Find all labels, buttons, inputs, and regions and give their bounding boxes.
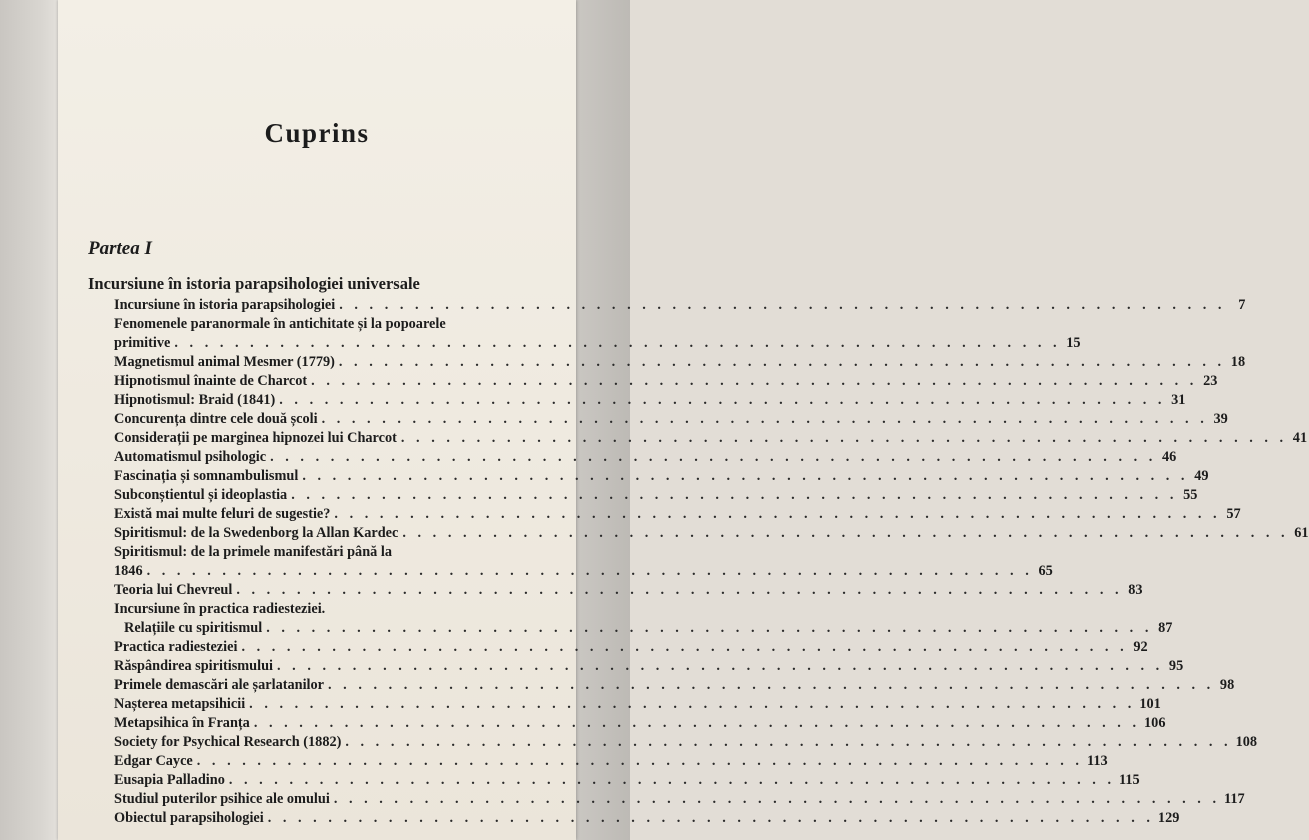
toc-entry-page: 95 (1168, 658, 1184, 674)
toc-entry-title: Obiectul parapsihologiei (114, 810, 264, 826)
toc-entry-line (114, 562, 1053, 581)
leader-dots: . . . . . . . . . . . . . . . . . . . . . . . . . . . . . . . . . . . . . . . . . . . . . . . . . . . . . . . . . . . (228, 772, 1116, 788)
toc-entry-page: 55 (1183, 487, 1198, 503)
toc-entry-title: Hipnotismul: Braid (1841) (114, 392, 276, 408)
toc-entry-page: 23 (1203, 373, 1218, 389)
toc-entry (114, 372, 1218, 391)
toc-entry-title: Primele demascări ale șarlatanilor (114, 677, 325, 693)
toc-entry (114, 733, 1258, 752)
toc-entry-title: Spiritismul: de la primele manifestări până la (114, 544, 392, 560)
leader-dots: . . . . . . . . . . . . . . . . . . . . . . . . . . . . . . . . . . . . . . . . . . . . . . . . . . . . . . . . . . . (196, 753, 1083, 769)
toc-entry-line (114, 676, 1235, 695)
toc-entry-page: 106 (1144, 715, 1166, 731)
toc-entry-title: Subconștientul și ideoplastia (114, 487, 288, 503)
toc-entry-page: 49 (1194, 468, 1209, 484)
leader-dots: . . . . . . . . . . . . . . . . . . . . . . . . . . . . . . . . . . . . . . . . . . . . . . . . . . . . . . . . . . . (338, 354, 1226, 370)
toc-entry-page: 31 (1171, 392, 1186, 408)
toc-entry-line (114, 619, 1173, 638)
toc-entry-line (114, 771, 1140, 790)
toc-entry (114, 809, 1180, 828)
toc-entry (114, 543, 1053, 581)
toc-entry-line (114, 733, 1258, 752)
toc-entry-title: Edgar Cayce (114, 753, 193, 769)
toc-entry-page: 101 (1139, 696, 1161, 712)
toc-entry (114, 353, 1246, 372)
toc-entry (114, 600, 1173, 638)
toc-entry-page: 98 (1219, 677, 1235, 693)
page-title: Cuprins (264, 118, 370, 148)
toc-entry (114, 391, 1186, 410)
toc-entry (114, 524, 1309, 543)
toc-entry-line (114, 296, 1246, 315)
toc-entry-page: 113 (1086, 753, 1108, 769)
toc-entry-page: 65 (1038, 563, 1053, 579)
leader-dots: . . . . . . . . . . . . . . . . . . . . . . . . . . . . . . . . . . . . . . . . . . . . . . . . . . . . . . . . . . . (302, 468, 1189, 484)
toc-entry-title: Society for Psychical Research (1882) (114, 734, 342, 750)
toc-entry-title: Hipnotismul înainte de Charcot (114, 373, 308, 389)
leader-dots: . . . . . . . . . . . . . . . . . . . . . . . . . . . . . . . . . . . . . . . . . . . . . . . . . . . . . . . . . . . (249, 696, 1136, 712)
toc-entry-page: 115 (1119, 772, 1140, 788)
toc-entry-title: Există mai multe feluri de sugestie? (114, 506, 331, 522)
leader-dots: . . . . . . . . . . . . . . . . . . . . . . . . . . . . . . . . . . . . . . . . . . . . . . . . . . . . . . . . . . . (174, 335, 1061, 351)
toc-entry-line (114, 334, 1081, 353)
leader-dots: . . . . . . . . . . . . . . . . . . . . . . . . . . . . . . . . . . . . . . . . . . . . . . . . . . . . . . . . . . . (277, 658, 1164, 674)
toc-entry-line (114, 752, 1108, 771)
toc-entry-line (114, 600, 563, 619)
toc-entry (114, 752, 1108, 771)
toc-entry (114, 315, 1081, 353)
toc-entry-line (114, 391, 1186, 410)
toc-entry-line (114, 524, 1309, 543)
leader-dots: . . . . . . . . . . . . . . . . . . . . . . . . . . . . . . . . . . . . . . . . . . . . . . . . . . . . . . . . . . . (402, 525, 1289, 541)
toc-entry (114, 676, 1235, 695)
toc-entry-title: Relațiile cu spiritismul (124, 620, 263, 636)
toc-entry (114, 448, 1177, 467)
toc-entry-line (114, 581, 1143, 600)
toc-entry-page: 108 (1235, 734, 1258, 750)
leader-dots: . . . . . . . . . . . . . . . . . . . . . . . . . . . . . . . . . . . . . . . . . . . . . . . . . . . . . . . . . . . (339, 297, 1226, 313)
toc-entry-title: Practica radiesteziei (114, 639, 238, 655)
leader-dots: . . . . . . . . . . . . . . . . . . . . . . . . . . . . . . . . . . . . . . . . . . . . . . . . . . . . . . . . . . . (333, 791, 1221, 807)
leader-dots: . . . . . . . . . . . . . . . . . . . . . . . . . . . . . . . . . . . . . . . . . . . . . . . . . . . . . . . . . . . (311, 373, 1198, 389)
toc-entry-title: Spiritismul: de la Swedenborg la Allan Kardec (114, 525, 399, 541)
toc-entry-page: 117 (1224, 791, 1245, 807)
toc-entry-title: Metapsihica în Franța (114, 715, 250, 731)
toc-entry (114, 695, 1161, 714)
part-heading: Partea I (88, 238, 152, 259)
leader-dots: . . . . . . . . . . . . . . . . . . . . . . . . . . . . . . . . . . . . . . . . . . . . . . . . . . . . . . . . . . . (291, 487, 1178, 503)
toc-entry-title: Eusapia Palladino (114, 772, 225, 788)
toc-entry-line (114, 315, 563, 334)
toc-entry (114, 410, 1228, 429)
toc-entry-page: 83 (1128, 582, 1143, 598)
toc-entry-page: 18 (1230, 354, 1246, 370)
toc-entry-line (114, 714, 1166, 733)
toc-entry (114, 505, 1241, 524)
leader-dots: . . . . . . . . . . . . . . . . . . . . . . . . . . . . . . . . . . . . . . . . . . . . . . . . . . . . . . . . . . . (334, 506, 1221, 522)
leader-dots: . . . . . . . . . . . . . . . . . . . . . . . . . . . . . . . . . . . . . . . . . . . . . . . . . . . . . . . . . . . (266, 620, 1153, 636)
toc-entry (114, 429, 1308, 448)
toc-entry-title: Automatismul psihologic (114, 449, 267, 465)
toc-entry-line (114, 467, 1209, 486)
toc-entry-title: Magnetismul animal Mesmer (1779) (114, 354, 335, 370)
leader-dots: . . . . . . . . . . . . . . . . . . . . . . . . . . . . . . . . . . . . . . . . . . . . . . . . . . . . . . . . . . . (321, 411, 1208, 427)
toc-entry (114, 714, 1166, 733)
toc-entry-line (114, 372, 1218, 391)
toc-entry-page: 87 (1158, 620, 1173, 636)
toc-entry-title: Incursiune în istoria parapsihologiei (114, 297, 336, 313)
toc-entry-line (114, 809, 1180, 828)
leader-dots: . . . . . . . . . . . . . . . . . . . . . . . . . . . . . . . . . . . . . . . . . . . . . . . . . . . . . . . . . . . (400, 430, 1288, 446)
toc-entry-page: 39 (1213, 411, 1228, 427)
book-page (58, 0, 1309, 840)
toc-entry-line (114, 638, 1148, 657)
toc-entry-title: Răspândirea spiritismului (114, 658, 274, 674)
toc-entry (114, 581, 1143, 600)
toc-entry-title: primitive (114, 335, 171, 351)
leader-dots: . . . . . . . . . . . . . . . . . . . . . . . . . . . . . . . . . . . . . . . . . . . . . . . . . . . . . . . . . . . (241, 639, 1128, 655)
toc-entry (114, 486, 1198, 505)
toc-entry-line (114, 429, 1308, 448)
toc-entry-line (114, 448, 1177, 467)
table-of-contents (114, 296, 1309, 828)
leader-dots: . . . . . . . . . . . . . . . . . . . . . . . . . . . . . . . . . . . . . . . . . . . . . . . . . . . . . . . . . . . (253, 715, 1141, 731)
toc-entry-title: Nașterea metapsihicii (114, 696, 246, 712)
toc-entry (114, 467, 1209, 486)
toc-entry-line (114, 486, 1198, 505)
toc-entry-line (114, 505, 1241, 524)
toc-entry-title: Considerații pe marginea hipnozei lui Charcot (114, 430, 397, 446)
toc-entry-page: 92 (1133, 639, 1148, 655)
toc-entry (114, 790, 1245, 809)
toc-entry (114, 296, 1246, 315)
toc-entry-title: Incursiune în practica radiesteziei. (114, 601, 326, 617)
toc-entry-page: 61 (1294, 525, 1309, 541)
toc-entry-line (114, 657, 1184, 676)
toc-entry-title: 1846 (114, 563, 143, 579)
leader-dots: . . . . . . . . . . . . . . . . . . . . . . . . . . . . . . . . . . . . . . . . . . . . . . . . . . . . . . . . . . . (328, 677, 1215, 693)
leader-dots: . . . . . . . . . . . . . . . . . . . . . . . . . . . . . . . . . . . . . . . . . . . . . . . . . . . . . . . . . . . (279, 392, 1166, 408)
leader-dots: . . . . . . . . . . . . . . . . . . . . . . . . . . . . . . . . . . . . . . . . . . . . . . . . . . . . . . . . . . . (267, 810, 1154, 826)
toc-entry-title: Studiul puterilor psihice ale omului (114, 791, 330, 807)
toc-entry-page: 46 (1162, 449, 1177, 465)
toc-entry-page: 129 (1157, 810, 1180, 826)
leader-dots: . . . . . . . . . . . . . . . . . . . . . . . . . . . . . . . . . . . . . . . . . . . . . . . . . . . . . . . . . . . (236, 582, 1123, 598)
toc-entry-page: 41 (1292, 430, 1308, 446)
leader-dots: . . . . . . . . . . . . . . . . . . . . . . . . . . . . . . . . . . . . . . . . . . . . . . . . . . . . . . . . . . . (345, 734, 1232, 750)
toc-entry-title: Teoria lui Chevreul (114, 582, 233, 598)
toc-entry-page: 15 (1066, 335, 1081, 351)
section-heading: Incursiune în istoria parapsihologiei universale (88, 274, 420, 293)
toc-entry (114, 657, 1184, 676)
toc-entry-line (114, 353, 1246, 372)
toc-entry-line (114, 790, 1245, 809)
toc-entry-title: Concurența dintre cele două școli (114, 411, 318, 427)
toc-entry-title: Fascinația și somnambulismul (114, 468, 299, 484)
leader-dots: . . . . . . . . . . . . . . . . . . . . . . . . . . . . . . . . . . . . . . . . . . . . . . . . . . . . . . . . . . . (146, 563, 1033, 579)
toc-entry (114, 638, 1148, 657)
toc-entry-line (114, 543, 563, 562)
toc-entry-line (114, 410, 1228, 429)
toc-entry-line (114, 695, 1161, 714)
toc-entry-page: 57 (1226, 506, 1241, 522)
toc-entry-title: Fenomenele paranormale în antichitate și la popoarele (114, 316, 446, 332)
toc-entry-page: 7 (1238, 297, 1246, 313)
background-left (0, 0, 60, 840)
leader-dots: . . . . . . . . . . . . . . . . . . . . . . . . . . . . . . . . . . . . . . . . . . . . . . . . . . . . . . . . . . . (270, 449, 1157, 465)
toc-entry (114, 771, 1140, 790)
